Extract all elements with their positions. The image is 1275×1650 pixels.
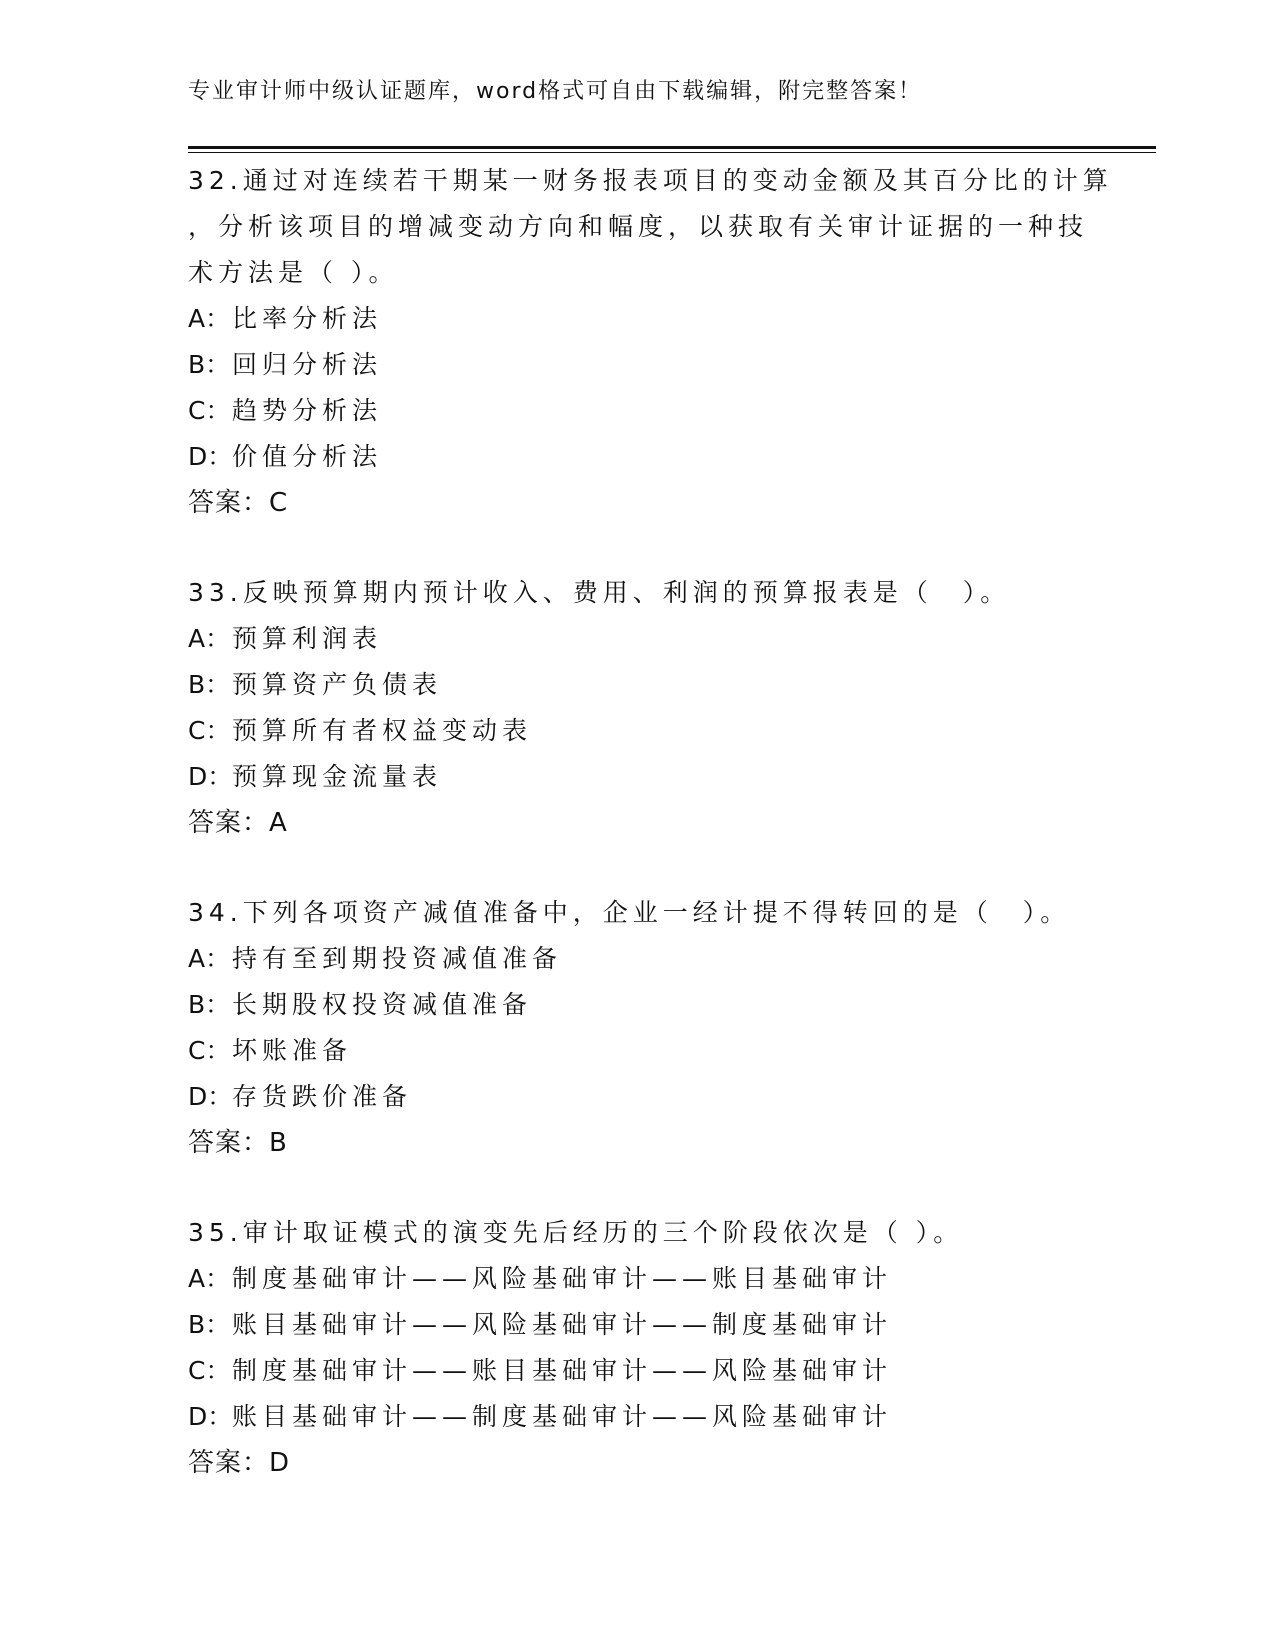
question-stem-line: 32.通过对连续若干期某一财务报表项目的变动金额及其百分比的计算 xyxy=(188,166,1113,195)
option-text: 存货跌价准备 xyxy=(232,1082,413,1111)
option-text: 制度基础审计——风险基础审计——账目基础审计 xyxy=(232,1264,893,1293)
option-text: 回归分析法 xyxy=(232,350,383,379)
option-text: 预算利润表 xyxy=(232,624,383,653)
option-b xyxy=(188,982,1088,1028)
question-35 xyxy=(188,1210,1088,1486)
option-a xyxy=(188,936,1088,982)
option-key: C： xyxy=(188,1356,231,1385)
header-rule-thick xyxy=(188,146,1156,149)
option-d xyxy=(188,1394,1088,1440)
option-key: D： xyxy=(188,1082,233,1111)
option-text: 价值分析法 xyxy=(232,442,383,471)
question-34 xyxy=(188,890,1088,1166)
option-key: C： xyxy=(188,396,231,425)
option-text: 账目基础审计——风险基础审计——制度基础审计 xyxy=(232,1310,893,1339)
question-33 xyxy=(188,570,1088,846)
document-header: 专业审计师中级认证题库，word格式可自由下载编辑，附完整答案！ xyxy=(188,79,923,104)
option-b xyxy=(188,1302,1088,1348)
option-key: D： xyxy=(188,442,233,471)
option-text: 坏账准备 xyxy=(232,1036,353,1065)
option-key: B： xyxy=(188,990,231,1019)
question-stem-line: 33.反映预算期内预计收入、费用、利润的预算报表是（ ）。 xyxy=(188,578,1011,607)
option-key: C： xyxy=(188,1036,231,1065)
answer-line: 答案：C xyxy=(188,488,289,518)
option-a xyxy=(188,1256,1088,1302)
option-key: A： xyxy=(188,1264,231,1293)
option-key: A： xyxy=(188,944,231,973)
option-d xyxy=(188,434,1088,480)
answer-line: 答案：B xyxy=(188,1128,288,1158)
option-b xyxy=(188,342,1088,388)
header-rule-thin xyxy=(188,152,1156,153)
question-32 xyxy=(188,158,1113,526)
option-d xyxy=(188,1074,1088,1120)
option-text: 持有至到期投资减值准备 xyxy=(232,944,563,973)
option-a xyxy=(188,616,1088,662)
option-c xyxy=(188,708,1088,754)
option-b xyxy=(188,662,1088,708)
option-text: 预算现金流量表 xyxy=(232,762,443,791)
option-text: 预算资产负债表 xyxy=(232,670,443,699)
option-text: 比率分析法 xyxy=(232,304,383,333)
question-stem-line: 34.下列各项资产减值准备中，企业一经计提不得转回的是（ ）。 xyxy=(188,898,1071,927)
answer-line: 答案：A xyxy=(188,808,288,838)
question-list xyxy=(188,158,1113,1530)
option-c xyxy=(188,388,1088,434)
option-c xyxy=(188,1348,1088,1394)
option-key: B： xyxy=(188,670,231,699)
option-key: B： xyxy=(188,350,231,379)
option-text: 预算所有者权益变动表 xyxy=(232,716,533,745)
option-a xyxy=(188,296,1088,342)
option-key: D： xyxy=(188,762,233,791)
option-text: 趋势分析法 xyxy=(232,396,383,425)
option-key: B： xyxy=(188,1310,231,1339)
option-text: 长期股权投资减值准备 xyxy=(232,990,533,1019)
option-d xyxy=(188,754,1088,800)
option-key: D： xyxy=(188,1402,233,1431)
option-c xyxy=(188,1028,1088,1074)
option-text: 账目基础审计——制度基础审计——风险基础审计 xyxy=(232,1402,893,1431)
option-key: A： xyxy=(188,304,231,333)
option-text: 制度基础审计——账目基础审计——风险基础审计 xyxy=(232,1356,893,1385)
answer-line: 答案：D xyxy=(188,1448,291,1478)
option-key: C： xyxy=(188,716,231,745)
option-key: A： xyxy=(188,624,231,653)
question-stem-line: ，分析该项目的增减变动方向和幅度，以获取有关审计证据的一种技 xyxy=(188,212,1089,241)
question-stem-line: 35.审计取证模式的演变先后经历的三个阶段依次是（ ）。 xyxy=(188,1218,964,1247)
question-stem-line: 术方法是（ ）。 xyxy=(188,258,399,287)
